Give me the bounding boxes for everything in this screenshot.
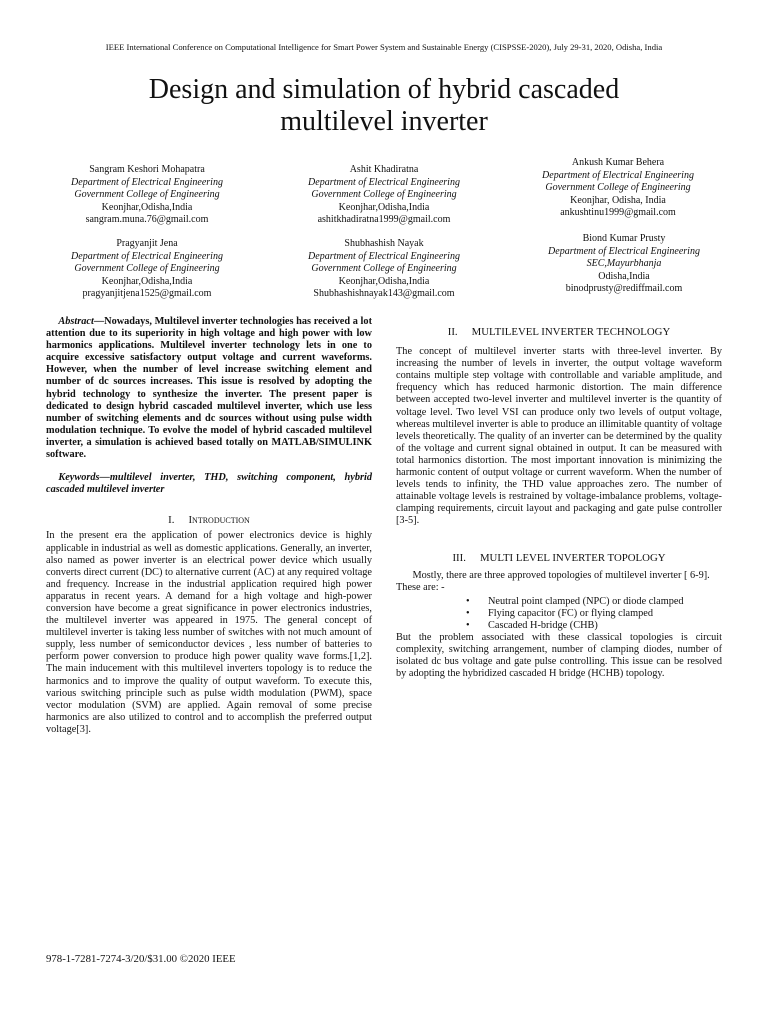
author-block-1 <box>37 164 257 227</box>
author-block-3 <box>508 157 728 220</box>
keywords: Keywords—multilevel inverter, THD, switching component, hybrid cascaded multilevel inverter <box>46 472 372 496</box>
author-college: Government College of Engineering <box>311 263 457 275</box>
topology-intro: Mostly, there are three approved topologies of multilevel inverter [ 6-9]. <box>412 569 710 581</box>
author-dept: Department of Electrical Engineering <box>71 250 223 262</box>
author-email: pragyanjitjena1525@gmail.com <box>82 288 212 300</box>
title-line-1: Design and simulation of hybrid cascaded <box>148 74 620 105</box>
abstract-text: —Nowadays, Multilevel inverter technologies has received a lot attention due to its superiority in high voltage and high power with low harmonics applications. Multilevel inverter technology lets in one to acquire excessive satisfactory output voltage and current waveforms. However, when the number of level increase switching element and number of dc sources increases. This issue is resolved by adopting the hybrid technology to synthesize the inverter. The present paper is dedicated to design hybrid cascaded multilevel inverter, which use less number of switching elements and dc sources without using pulse width modulation technique. To evolve the model of hybrid cascaded multilevel inverter, a simulation is achieved based totally on MATLAB/SIMULINK software. <box>46 316 372 461</box>
abstract-label: Abstract <box>58 316 94 327</box>
section-title: MULTI LEVEL INVERTER TOPOLOGY <box>479 551 666 564</box>
author-email: ankushtinu1999@gmail.com <box>560 207 676 219</box>
technology-paragraph: The concept of multilevel inverter starts with three-level inverter. By increasing the number of levels in inverter, the output voltage waveform contains multiple step voltage with controllable and variable amplitude, and frequency which has reduced harmonic distortion. The main difference between accepted two-level inverter and multilevel inverter is the quantity of voltage level. Two level VSI can produce only two levels of output voltage, whereas multilevel inverter is able to produce an illimitable quantity of voltage levels theoretically. The quality of an inverter can be determined by the quality of the voltage and current signal obtained in output. It can be measured with total harmonics distortion. The most important innovation is minimizing the harmonic content of output voltage or current waveform. When the number of levels tends to infinity, the THD value approaches zero. The number of attainable voltage levels is restrained by voltage-imbalance problems, voltage- clamping requirements, circuit layout and packaging and gate pulse controller [3-5]. <box>396 346 722 527</box>
topology-list <box>396 596 722 632</box>
author-name: Shubhashish Nayak <box>344 238 424 249</box>
section-number: III. <box>452 551 466 564</box>
section-heading-topology <box>396 552 722 564</box>
author-name: Ankush Kumar Behera <box>571 157 665 168</box>
section-heading-multilevel-inverter-technology <box>396 326 722 338</box>
abstract <box>46 316 372 461</box>
author-college: Government College of Engineering <box>74 263 220 275</box>
title-line-2: multilevel inverter <box>280 106 488 137</box>
list-item: • Cascaded H-bridge (CHB) <box>466 620 722 632</box>
author-college: Government College of Engineering <box>74 189 220 201</box>
author-name: Ashit Khadiratna <box>349 164 419 175</box>
list-item: • Neutral point clamped (NPC) or diode clamped <box>466 596 722 608</box>
author-college: SEC,Mayurbhanja <box>586 258 662 270</box>
author-dept: Department of Electrical Engineering <box>308 176 460 188</box>
topology-these-are: These are: - <box>396 581 445 593</box>
section-number: I. <box>168 514 175 527</box>
topology-closing: But the problem associated with these classical topologies is circuit complexity, switching arrangement, number of clamping diodes, number of isolated dc bus voltage and gate pulse controlling. This issue can be resolved by adopting the hybridized cascaded H bridge (HCHB) topology. <box>396 632 722 680</box>
section-heading-introduction <box>46 514 372 526</box>
author-block-6 <box>514 233 734 296</box>
author-location: Keonjhar,Odisha,India <box>101 201 193 213</box>
author-location: Keonjhar,Odisha,India <box>338 201 430 213</box>
list-item: • Flying capacitor (FC) or flying clamped <box>466 608 722 620</box>
author-dept: Department of Electrical Engineering <box>542 169 694 181</box>
left-column <box>46 316 372 736</box>
author-email: binodprusty@rediffmail.com <box>565 283 683 295</box>
section-title: Introduction <box>188 514 250 527</box>
author-location: Odisha,India <box>598 270 650 282</box>
copyright-footer: 978-1-7281-7274-3/20/$31.00 ©2020 IEEE <box>46 953 236 965</box>
section-title: MULTILEVEL INVERTER TECHNOLOGY <box>471 326 671 338</box>
author-block-2 <box>274 164 494 227</box>
author-dept: Department of Electrical Engineering <box>308 250 460 262</box>
author-dept: Department of Electrical Engineering <box>71 176 223 188</box>
section-number: II. <box>447 326 458 338</box>
author-name: Pragyanjit Jena <box>116 238 178 249</box>
paper-title <box>60 74 708 138</box>
author-email: ashitkhadiratna1999@gmail.com <box>317 214 451 226</box>
author-location: Keonjhar,Odisha,India <box>101 275 193 287</box>
right-column <box>396 326 722 680</box>
author-dept: Department of Electrical Engineering <box>548 245 700 257</box>
author-name: Sangram Keshori Mohapatra <box>89 164 205 175</box>
conference-header: IEEE International Conference on Computational Intelligence for Smart Power System and Sustainable Energy (CISPSSE-2020), July 29-31, 2020, Odisha, India <box>105 42 663 52</box>
author-college: Government College of Engineering <box>545 182 691 194</box>
author-college: Government College of Engineering <box>311 189 457 201</box>
author-block-5 <box>274 238 494 301</box>
author-name: Biond Kumar Prusty <box>582 233 666 244</box>
introduction-paragraph: In the present era the application of power electronics device is highly applicable in industrial as well as domestic applications. Generally, an inverter, also named as power inverter is an electrical power device which usually converts direct current (DC) to alternative current (AC) at any required voltage and frequency. Increase in the industrial application required high power apparatus in recent years. A demand for a high voltage and high-power conversion have become a great significance in power electronics industries, the multilevel inverter was appeared in 1975. The general concept of multilevel inverter is taking less number of switches with not much amount of supply, less number of semiconductor devices , less number of batteries to perform power conversion to produce high power quality wave forms.[1,2]. The main inducement with this multilevel inverters topology is to reduce the harmonics and to improve the quality of output waveform. To execute this, various switching principle such as pulse width modulation (PWM), space vector modulation (SVM) are applied. Again removal of some precise harmonics are also utilized to control and to accomplish the preferred output voltage[3]. <box>46 530 372 735</box>
author-block-4 <box>37 238 257 301</box>
author-email: sangram.muna.76@gmail.com <box>85 214 209 226</box>
author-email: Shubhashishnayak143@gmail.com <box>313 288 455 300</box>
author-location: Keonjhar,Odisha,India <box>338 275 430 287</box>
author-location: Keonjhar, Odisha, India <box>570 194 666 206</box>
